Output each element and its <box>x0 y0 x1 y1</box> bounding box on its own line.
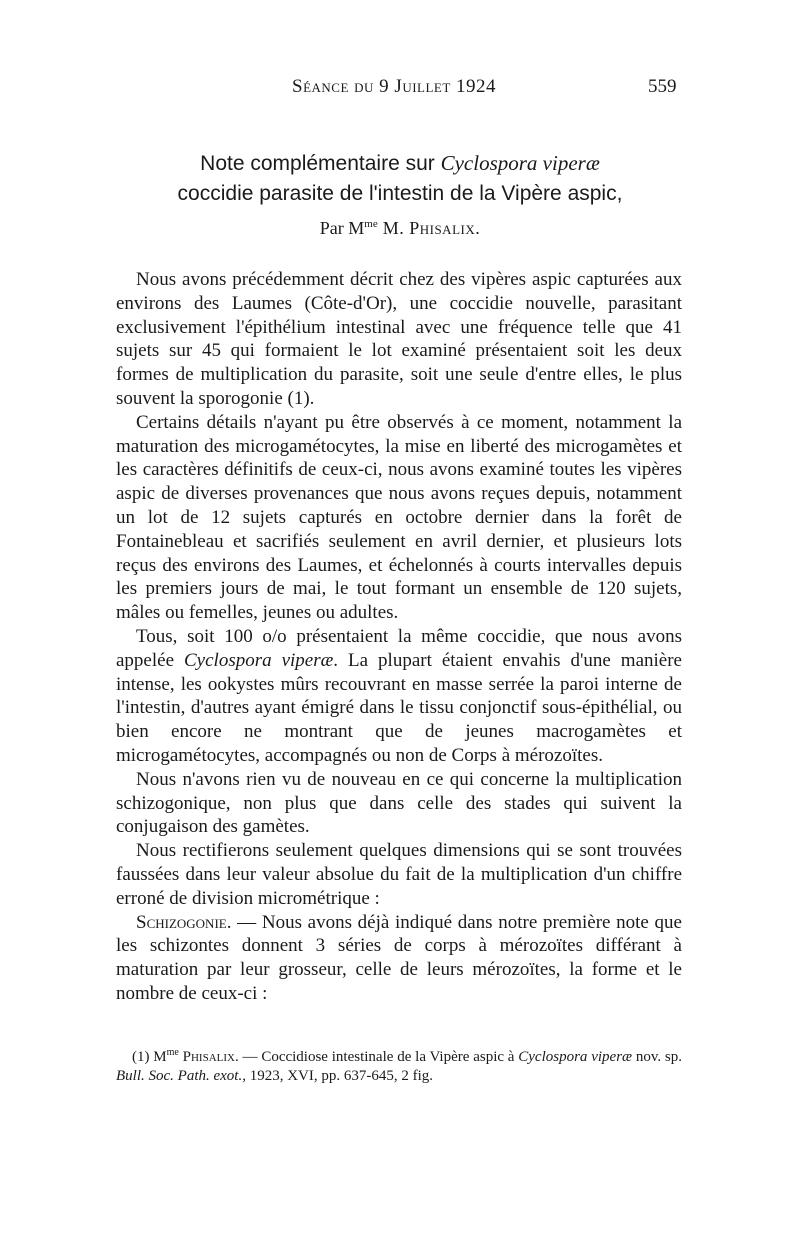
section-label-schizogonie: Schizogonie. <box>136 911 232 933</box>
title-line-2: coccidie parasite de l'intestin de la Vipère aspic, <box>177 182 623 205</box>
title-line-1 <box>120 148 680 179</box>
paragraph-4: Nous n'avons rien vu de nouveau en ce qui concerne la multiplication schizogonique, non plus que dans celle des stades qui suivent la conjugaison des gamètes. <box>116 768 682 838</box>
footnote <box>116 1043 682 1086</box>
paragraph-3 <box>116 625 682 768</box>
author-sup: me <box>364 218 378 230</box>
footnote-marker: (1) M <box>132 1049 167 1065</box>
running-head-title: Séance du 9 Juillet 1924 <box>292 76 497 97</box>
footnote-author: Phisalix. <box>178 1049 239 1065</box>
article-body <box>116 268 682 1006</box>
paragraph-2: Certains détails n'ayant pu être observés à ce moment, notamment la maturation des microgamétocytes, la mise en liberté des microgamètes et les caractères définitifs de ceux-ci, nous avons examiné toutes les vipères aspic de diverses provenances que nous avons reçues depuis, notamment un lot de 12 sujets capturés en octobre dernier dans la forêt de Fontainebleau et sacrifiés seulement en avril dernier, et plusieurs lots reçus des environs des Laumes, et échelonnés à courts intervalles depuis les premiers jours de mai, le tout formant un ensemble de 120 sujets, mâles ou femelles, jeunes ou adultes. <box>116 411 682 624</box>
title-species: Cyclospora viperæ <box>440 151 600 175</box>
footnote-text-after: , 1923, XVI, pp. 637-645, 2 fig. <box>242 1068 434 1084</box>
paragraph-3-start: Tous, soit 100 o/o présentaient la même coccidie, que nous avons appelée <box>116 625 682 671</box>
footnote-sup: me <box>166 1047 179 1058</box>
author-line <box>120 218 680 239</box>
paragraph-6 <box>116 911 682 1006</box>
footnote-text-before: — Coccidiose intestinale de la Vipère aspic à <box>238 1049 519 1065</box>
footnote-journal: Bull. Soc. Path. exot. <box>116 1068 243 1084</box>
page-number: 559 <box>648 76 677 97</box>
author-prefix: Par M <box>319 218 365 238</box>
footnote-species: Cyclospora viperæ <box>518 1049 633 1065</box>
paragraph-3-end: . La plupart étaient envahis d'une manière intense, les ookystes mûrs recouvrant en masse serrée la paroi interne de l'intestin, d'autres ayant émigré dans le tissu conjonctif sous-épithélial, ou bien encore ne montrant que de jeunes macrogamètes et microgamétocytes, accompagnés ou non de Corps à mérozoïtes. <box>116 649 682 766</box>
paragraph-1: Nous avons précédemment décrit chez des vipères aspic capturées aux environs des Laumes (Côte-d'Or), une coccidie nouvelle, parasitant exclusivement l'épithélium intestinal avec une fréquence telle que 41 sujets sur 45 qui formaient le lot examiné présentaient soit les deux formes de multiplication du parasite, soit une seule d'entre elles, le plus souvent la sporogonie (1). <box>116 269 682 409</box>
paragraph-5: Nous rectifierons seulement quelques dimensions qui se sont trouvées faussées dans leur valeur absolue du fait de la multiplication d'un chiffre erroné de division micrométrique : <box>116 840 682 909</box>
article-title <box>120 148 680 209</box>
author-name: M. Phisalix. <box>377 218 481 238</box>
paragraph-6-text: — Nous avons déjà indiqué dans notre première note que les schizontes donnent 3 séries de corps à mérozoïtes différant à maturation par leur grosseur, celle de leurs mérozoïtes, la forme et le nombre de ceux-ci : <box>116 911 682 1004</box>
running-head <box>0 76 800 106</box>
title-prefix: Note complémentaire sur <box>200 152 441 175</box>
footnote-1 <box>116 1043 682 1086</box>
footnote-text-mid: nov. sp. <box>632 1049 682 1065</box>
paragraph-3-species: Cyclospora viperæ <box>184 649 334 671</box>
